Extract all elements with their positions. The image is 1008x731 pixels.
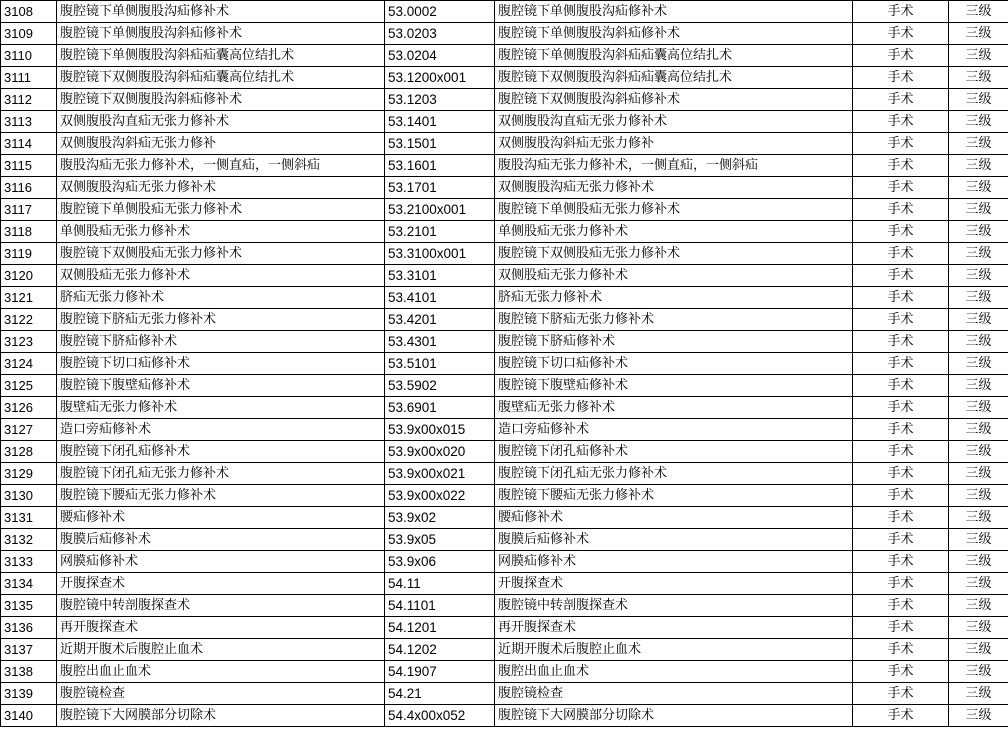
table-row [1,23,1008,45]
table-row [1,111,1008,133]
procedure-name-cell: 腹腔镜下双侧腹股沟斜疝疝囊高位结扎术 [57,67,385,89]
procedure-type-cell: 手术 [853,639,949,661]
procedure-type-cell: 手术 [853,463,949,485]
procedure-standard-name-cell: 双侧股疝无张力修补术 [495,265,853,287]
row-number-cell: 3134 [1,573,57,595]
procedure-name-cell: 再开腹探查术 [57,617,385,639]
procedure-type-cell: 手术 [853,617,949,639]
row-number-cell: 3108 [1,1,57,23]
procedure-code-cell: 53.1501 [385,133,495,155]
procedure-standard-name-cell: 腹腔镜下闭孔疝修补术 [495,441,853,463]
procedure-type-cell: 手术 [853,265,949,287]
procedure-level-cell: 三级 [949,463,1008,485]
procedure-type-cell: 手术 [853,485,949,507]
procedure-standard-name-cell: 双侧腹股沟疝无张力修补术 [495,177,853,199]
procedure-type-cell: 手术 [853,705,949,727]
procedure-type-cell: 手术 [853,1,949,23]
procedure-standard-name-cell: 腹腔镜下闭孔疝无张力修补术 [495,463,853,485]
procedure-code-cell: 54.1201 [385,617,495,639]
procedure-standard-name-cell: 双侧腹股沟直疝无张力修补术 [495,111,853,133]
procedure-type-cell: 手术 [853,683,949,705]
procedure-name-cell: 脐疝无张力修补术 [57,287,385,309]
procedure-code-cell: 53.9x02 [385,507,495,529]
row-number-cell: 3135 [1,595,57,617]
procedure-type-cell: 手术 [853,133,949,155]
procedure-type-cell: 手术 [853,45,949,67]
procedure-name-cell: 腹腔镜下脐疝无张力修补术 [57,309,385,331]
procedure-name-cell: 腹腔镜下双侧腹股沟斜疝修补术 [57,89,385,111]
procedure-type-cell: 手术 [853,507,949,529]
procedure-level-cell: 三级 [949,617,1008,639]
procedure-type-cell: 手术 [853,199,949,221]
procedure-type-cell: 手术 [853,551,949,573]
procedure-name-cell: 双侧腹股沟直疝无张力修补术 [57,111,385,133]
procedure-level-cell: 三级 [949,199,1008,221]
table-row [1,463,1008,485]
procedure-name-cell: 腹腔镜下脐疝修补术 [57,331,385,353]
table-row [1,507,1008,529]
row-number-cell: 3118 [1,221,57,243]
procedure-standard-name-cell: 腹腔镜检查 [495,683,853,705]
procedure-code-cell: 53.2101 [385,221,495,243]
table-row [1,45,1008,67]
procedure-level-cell: 三级 [949,265,1008,287]
procedure-name-cell: 造口旁疝修补术 [57,419,385,441]
procedure-type-cell: 手术 [853,309,949,331]
procedure-level-cell: 三级 [949,221,1008,243]
table-row [1,485,1008,507]
procedure-name-cell: 双侧腹股沟斜疝无张力修补 [57,133,385,155]
row-number-cell: 3130 [1,485,57,507]
procedure-name-cell: 开腹探查术 [57,573,385,595]
row-number-cell: 3114 [1,133,57,155]
table-row [1,1,1008,23]
procedure-level-cell: 三级 [949,1,1008,23]
table-row [1,617,1008,639]
table-row [1,331,1008,353]
row-number-cell: 3127 [1,419,57,441]
procedure-name-cell: 腹腔镜下腹壁疝修补术 [57,375,385,397]
table-row [1,265,1008,287]
row-number-cell: 3123 [1,331,57,353]
procedure-level-cell: 三级 [949,111,1008,133]
procedure-type-cell: 手术 [853,89,949,111]
row-number-cell: 3122 [1,309,57,331]
procedure-table-body [1,1,1008,727]
procedure-standard-name-cell: 腹壁疝无张力修补术 [495,397,853,419]
procedure-level-cell: 三级 [949,331,1008,353]
row-number-cell: 3120 [1,265,57,287]
table-row [1,441,1008,463]
procedure-code-cell: 53.1701 [385,177,495,199]
table-row [1,595,1008,617]
procedure-standard-name-cell: 腹膜后疝修补术 [495,529,853,551]
procedure-name-cell: 腹腔镜下大网膜部分切除术 [57,705,385,727]
row-number-cell: 3113 [1,111,57,133]
procedure-type-cell: 手术 [853,221,949,243]
row-number-cell: 3125 [1,375,57,397]
procedure-code-cell: 53.1601 [385,155,495,177]
procedure-code-cell: 53.1200x001 [385,67,495,89]
procedure-code-cell: 54.1907 [385,661,495,683]
table-row [1,133,1008,155]
procedure-standard-name-cell: 腹腔镜下大网膜部分切除术 [495,705,853,727]
procedure-type-cell: 手术 [853,287,949,309]
row-number-cell: 3117 [1,199,57,221]
procedure-code-cell: 53.1203 [385,89,495,111]
procedure-name-cell: 腹腔镜下单侧股疝无张力修补术 [57,199,385,221]
table-row [1,661,1008,683]
row-number-cell: 3133 [1,551,57,573]
procedure-code-cell: 53.9x00x015 [385,419,495,441]
table-row [1,639,1008,661]
procedure-type-cell: 手术 [853,595,949,617]
procedure-code-cell: 54.11 [385,573,495,595]
procedure-level-cell: 三级 [949,243,1008,265]
procedure-code-cell: 53.6901 [385,397,495,419]
procedure-name-cell: 腹腔镜中转剖腹探查术 [57,595,385,617]
table-row [1,177,1008,199]
procedure-level-cell: 三级 [949,639,1008,661]
procedure-level-cell: 三级 [949,441,1008,463]
row-number-cell: 3138 [1,661,57,683]
procedure-type-cell: 手术 [853,661,949,683]
procedure-type-cell: 手术 [853,155,949,177]
procedure-standard-name-cell: 腹腔镜下双侧腹股沟斜疝修补术 [495,89,853,111]
procedure-code-cell: 54.1101 [385,595,495,617]
row-number-cell: 3110 [1,45,57,67]
procedure-standard-name-cell: 腹腔镜下双侧股疝无张力修补术 [495,243,853,265]
procedure-level-cell: 三级 [949,507,1008,529]
table-row [1,243,1008,265]
procedure-code-cell: 53.9x05 [385,529,495,551]
row-number-cell: 3109 [1,23,57,45]
table-row [1,529,1008,551]
procedure-standard-name-cell: 腹腔镜下脐疝无张力修补术 [495,309,853,331]
row-number-cell: 3128 [1,441,57,463]
procedure-code-cell: 53.5902 [385,375,495,397]
procedure-standard-name-cell: 腹腔镜中转剖腹探查术 [495,595,853,617]
row-number-cell: 3131 [1,507,57,529]
procedure-code-cell: 53.9x00x021 [385,463,495,485]
procedure-type-cell: 手术 [853,23,949,45]
table-row [1,199,1008,221]
procedure-standard-name-cell: 网膜疝修补术 [495,551,853,573]
procedure-standard-name-cell: 腹股沟疝无张力修补术，一侧直疝，一侧斜疝 [495,155,853,177]
procedure-code-cell: 53.4201 [385,309,495,331]
procedure-level-cell: 三级 [949,23,1008,45]
row-number-cell: 3139 [1,683,57,705]
procedure-name-cell: 腹腔镜下闭孔疝无张力修补术 [57,463,385,485]
table-row [1,573,1008,595]
table-row [1,705,1008,727]
procedure-name-cell: 双侧股疝无张力修补术 [57,265,385,287]
procedure-level-cell: 三级 [949,45,1008,67]
row-number-cell: 3116 [1,177,57,199]
procedure-name-cell: 腹股沟疝无张力修补术，一侧直疝，一侧斜疝 [57,155,385,177]
procedure-code-cell: 53.4101 [385,287,495,309]
procedure-code-cell: 53.2100x001 [385,199,495,221]
table-row [1,551,1008,573]
table-row [1,67,1008,89]
procedure-standard-name-cell: 腰疝修补术 [495,507,853,529]
procedure-name-cell: 腹腔出血止血术 [57,661,385,683]
procedure-name-cell: 腰疝修补术 [57,507,385,529]
procedure-type-cell: 手术 [853,177,949,199]
table-row [1,89,1008,111]
row-number-cell: 3132 [1,529,57,551]
procedure-name-cell: 腹腔镜下单侧腹股沟斜疝疝囊高位结扎术 [57,45,385,67]
row-number-cell: 3140 [1,705,57,727]
procedure-standard-name-cell: 腹腔镜下单侧腹股沟斜疝修补术 [495,23,853,45]
row-number-cell: 3137 [1,639,57,661]
procedure-level-cell: 三级 [949,67,1008,89]
table-row [1,221,1008,243]
procedure-level-cell: 三级 [949,309,1008,331]
procedure-code-cell: 53.0203 [385,23,495,45]
procedure-standard-name-cell: 脐疝无张力修补术 [495,287,853,309]
procedure-name-cell: 网膜疝修补术 [57,551,385,573]
procedure-type-cell: 手术 [853,353,949,375]
procedure-code-cell: 53.3100x001 [385,243,495,265]
procedure-standard-name-cell: 腹腔出血止血术 [495,661,853,683]
procedure-level-cell: 三级 [949,353,1008,375]
procedure-name-cell: 腹腔镜下单侧腹股沟疝修补术 [57,1,385,23]
table-row [1,683,1008,705]
table-row [1,397,1008,419]
procedure-level-cell: 三级 [949,683,1008,705]
procedure-level-cell: 三级 [949,595,1008,617]
procedure-code-cell: 54.4x00x052 [385,705,495,727]
row-number-cell: 3136 [1,617,57,639]
procedure-name-cell: 腹腔镜检查 [57,683,385,705]
table-row [1,375,1008,397]
procedure-level-cell: 三级 [949,133,1008,155]
procedure-standard-name-cell: 腹腔镜下腰疝无张力修补术 [495,485,853,507]
procedure-standard-name-cell: 腹腔镜下双侧腹股沟斜疝疝囊高位结扎术 [495,67,853,89]
table-row [1,419,1008,441]
procedure-level-cell: 三级 [949,419,1008,441]
procedure-type-cell: 手术 [853,331,949,353]
procedure-level-cell: 三级 [949,529,1008,551]
procedure-type-cell: 手术 [853,67,949,89]
procedure-standard-name-cell: 腹腔镜下单侧腹股沟斜疝疝囊高位结扎术 [495,45,853,67]
row-number-cell: 3126 [1,397,57,419]
procedure-level-cell: 三级 [949,89,1008,111]
procedure-type-cell: 手术 [853,441,949,463]
procedure-type-cell: 手术 [853,111,949,133]
row-number-cell: 3115 [1,155,57,177]
procedure-code-cell: 53.9x06 [385,551,495,573]
row-number-cell: 3124 [1,353,57,375]
procedure-name-cell: 腹膜后疝修补术 [57,529,385,551]
procedure-level-cell: 三级 [949,705,1008,727]
procedure-standard-name-cell: 单侧股疝无张力修补术 [495,221,853,243]
procedure-name-cell: 腹腔镜下闭孔疝修补术 [57,441,385,463]
procedure-level-cell: 三级 [949,177,1008,199]
row-number-cell: 3119 [1,243,57,265]
procedure-name-cell: 腹腔镜下腰疝无张力修补术 [57,485,385,507]
procedure-code-cell: 54.21 [385,683,495,705]
procedure-level-cell: 三级 [949,155,1008,177]
procedure-code-cell: 53.1401 [385,111,495,133]
row-number-cell: 3111 [1,67,57,89]
procedure-standard-name-cell: 腹腔镜下单侧腹股沟疝修补术 [495,1,853,23]
procedure-level-cell: 三级 [949,485,1008,507]
row-number-cell: 3129 [1,463,57,485]
procedure-level-cell: 三级 [949,287,1008,309]
procedure-level-cell: 三级 [949,661,1008,683]
procedure-name-cell: 近期开腹术后腹腔止血术 [57,639,385,661]
procedure-name-cell: 腹腔镜下切口疝修补术 [57,353,385,375]
procedure-standard-name-cell: 近期开腹术后腹腔止血术 [495,639,853,661]
procedure-code-cell: 53.4301 [385,331,495,353]
procedure-name-cell: 腹腔镜下双侧股疝无张力修补术 [57,243,385,265]
procedure-code-cell: 53.0002 [385,1,495,23]
procedure-type-cell: 手术 [853,573,949,595]
procedure-standard-name-cell: 再开腹探查术 [495,617,853,639]
row-number-cell: 3112 [1,89,57,111]
row-number-cell: 3121 [1,287,57,309]
procedure-type-cell: 手术 [853,397,949,419]
procedure-code-cell: 53.3101 [385,265,495,287]
procedure-level-cell: 三级 [949,573,1008,595]
procedure-standard-name-cell: 腹腔镜下单侧股疝无张力修补术 [495,199,853,221]
procedure-standard-name-cell: 双侧腹股沟斜疝无张力修补 [495,133,853,155]
procedure-standard-name-cell: 腹腔镜下脐疝修补术 [495,331,853,353]
procedure-name-cell: 双侧腹股沟疝无张力修补术 [57,177,385,199]
procedure-code-cell: 53.5101 [385,353,495,375]
procedure-level-cell: 三级 [949,375,1008,397]
procedure-standard-name-cell: 造口旁疝修补术 [495,419,853,441]
procedure-standard-name-cell: 腹腔镜下切口疝修补术 [495,353,853,375]
procedure-type-cell: 手术 [853,375,949,397]
procedure-code-cell: 53.0204 [385,45,495,67]
procedure-name-cell: 单侧股疝无张力修补术 [57,221,385,243]
table-row [1,309,1008,331]
procedure-type-cell: 手术 [853,529,949,551]
procedure-code-cell: 54.1202 [385,639,495,661]
procedure-type-cell: 手术 [853,243,949,265]
procedure-standard-name-cell: 开腹探查术 [495,573,853,595]
procedure-code-cell: 53.9x00x022 [385,485,495,507]
procedure-name-cell: 腹壁疝无张力修补术 [57,397,385,419]
procedure-code-cell: 53.9x00x020 [385,441,495,463]
table-row [1,287,1008,309]
procedure-standard-name-cell: 腹腔镜下腹壁疝修补术 [495,375,853,397]
procedure-level-cell: 三级 [949,397,1008,419]
procedure-level-cell: 三级 [949,551,1008,573]
table-row [1,353,1008,375]
procedure-type-cell: 手术 [853,419,949,441]
procedure-name-cell: 腹腔镜下单侧腹股沟斜疝修补术 [57,23,385,45]
table-row [1,155,1008,177]
